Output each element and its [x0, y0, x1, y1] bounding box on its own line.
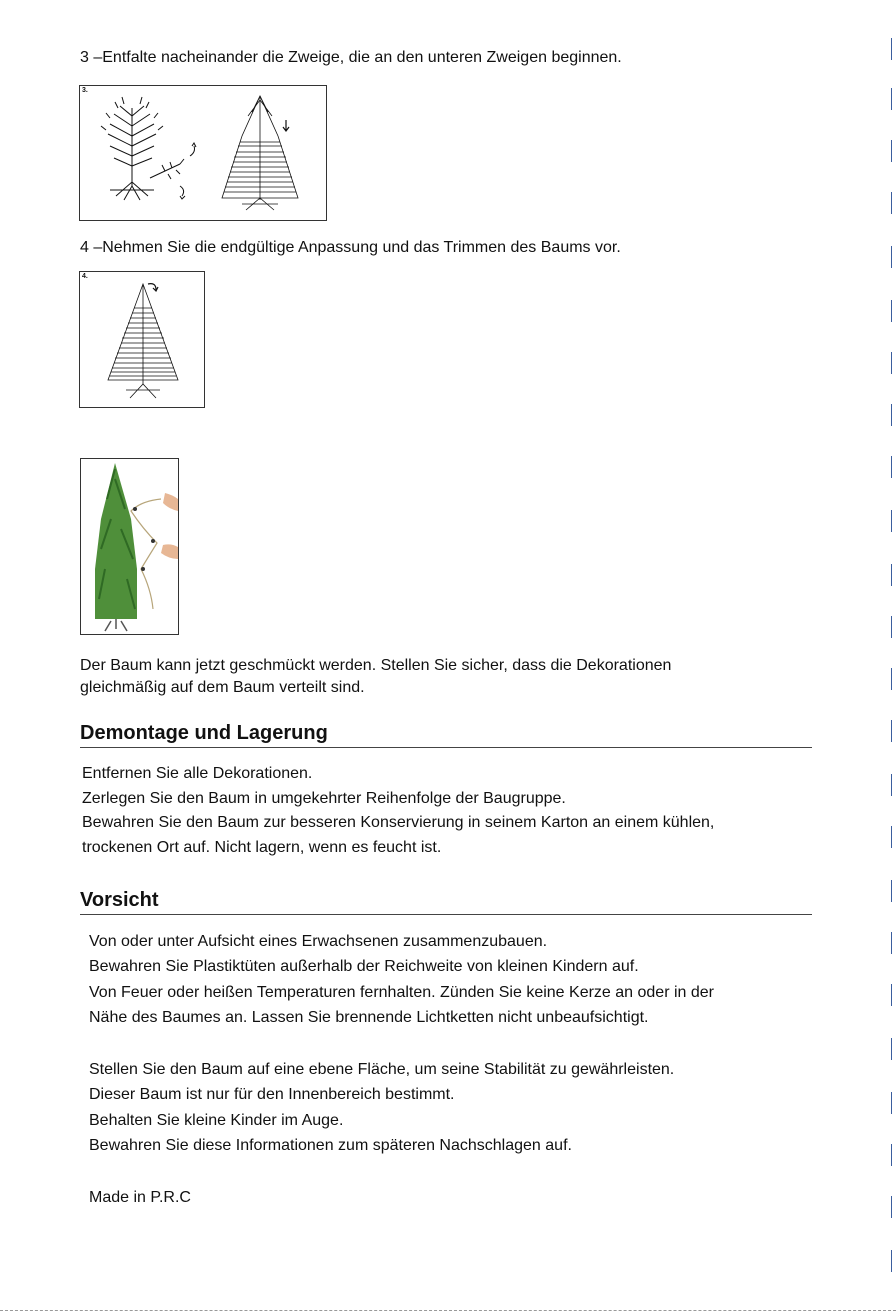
- decorate-line-2: gleichmäßig auf dem Baum verteilt sind.: [80, 679, 365, 696]
- disassembly-line: Entfernen Sie alle Dekorationen.: [82, 765, 313, 782]
- step3-text: 3 –Entfalte nacheinander die Zweige, die an den unteren Zweigen beginnen.: [80, 49, 622, 66]
- caution-line: Behalten Sie kleine Kinder im Auge.: [89, 1112, 344, 1129]
- step4-figure: [79, 271, 205, 408]
- caution-line: Bewahren Sie Plastiktüten außerhalb der Reichweite von kleinen Kindern auf.: [89, 958, 639, 975]
- step3-figure: [79, 85, 327, 221]
- step4-illustration: [80, 272, 204, 407]
- disassembly-title: Demontage und Lagerung: [80, 722, 328, 744]
- tree-photo-illustration: [81, 459, 178, 634]
- caution-line: Nähe des Baumes an. Lassen Sie brennende Lichtketten nicht unbeaufsichtigt.: [89, 1009, 649, 1026]
- step4-text: 4 –Nehmen Sie die endgültige Anpassung und das Trimmen des Baums vor.: [80, 239, 621, 256]
- disassembly-line: trockenen Ort auf. Nicht lagern, wenn es feucht ist.: [82, 839, 442, 856]
- caution-line: Stellen Sie den Baum auf eine ebene Fläche, um seine Stabilität zu gewährleisten.: [89, 1061, 675, 1078]
- step4-figure-label: 4.: [82, 273, 88, 280]
- caution-title: Vorsicht: [80, 889, 159, 911]
- step3-figure-label: 3.: [82, 87, 88, 94]
- caution-line: Von oder unter Aufsicht eines Erwachsenen zusammenzubauen.: [89, 933, 548, 950]
- bottom-edge: [0, 1310, 896, 1311]
- decorate-line-1: Der Baum kann jetzt geschmückt werden. Stellen Sie sicher, dass die Dekorationen: [80, 657, 672, 674]
- step3-illustration: [80, 86, 326, 220]
- edge-marks: [888, 0, 896, 1313]
- caution-line: Bewahren Sie diese Informationen zum späteren Nachschlagen auf.: [89, 1137, 572, 1154]
- disassembly-line: Zerlegen Sie den Baum in umgekehrter Reihenfolge der Baugruppe.: [82, 790, 566, 807]
- origin-text: Made in P.R.C: [89, 1189, 191, 1206]
- disassembly-line: Bewahren Sie den Baum zur besseren Konservierung in seinem Karton an einem kühlen,: [82, 814, 715, 831]
- caution-rule: [80, 914, 812, 915]
- caution-line: Von Feuer oder heißen Temperaturen fernhalten. Zünden Sie keine Kerze an oder in der: [89, 984, 714, 1001]
- disassembly-rule: [80, 747, 812, 748]
- caution-line: Dieser Baum ist nur für den Innenbereich bestimmt.: [89, 1086, 455, 1103]
- tree-photo: [80, 458, 179, 635]
